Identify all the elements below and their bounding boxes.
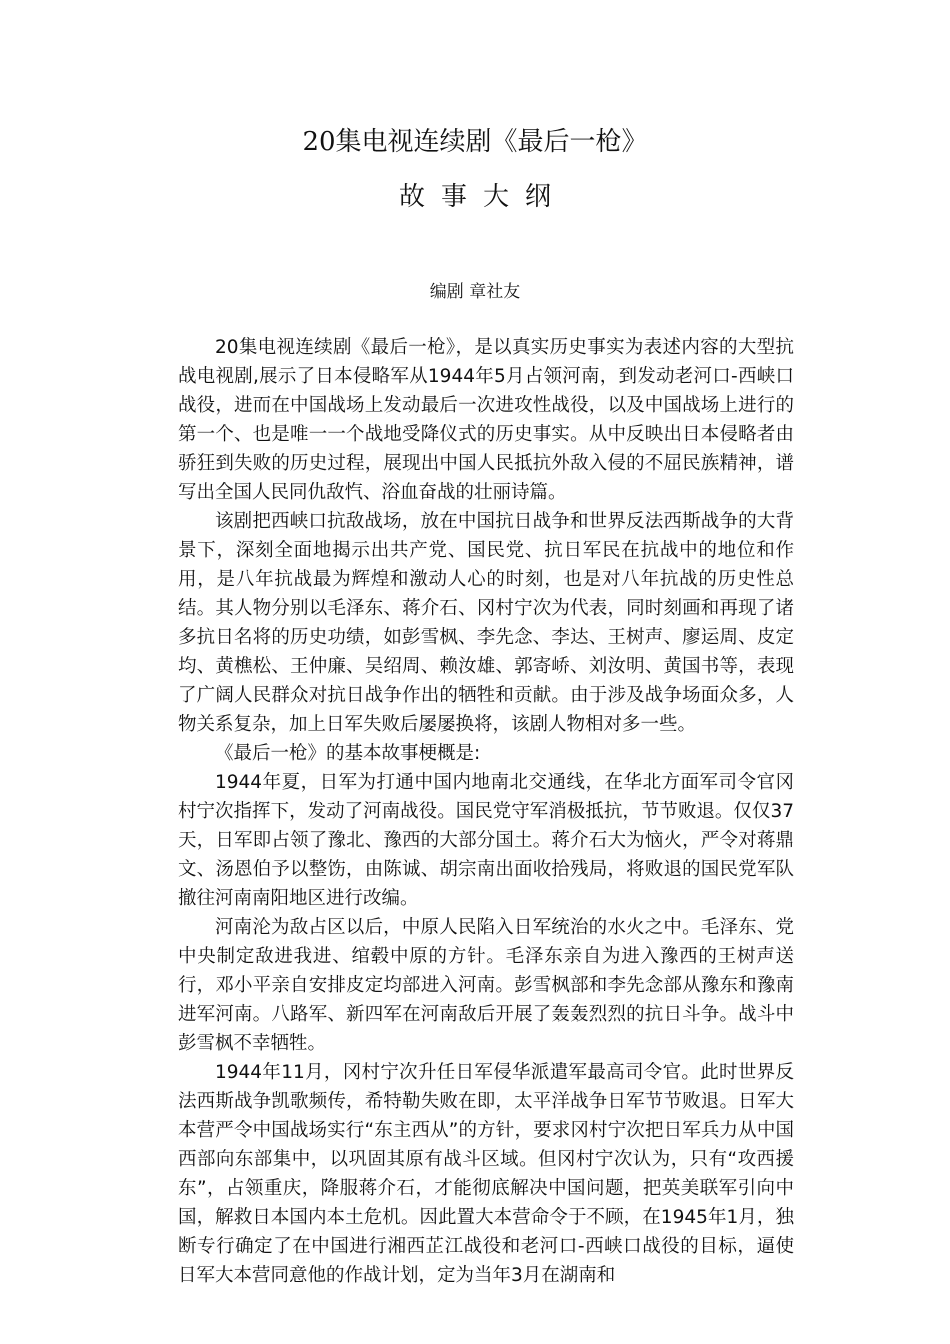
paragraph: 1944年11月，冈村宁次升任日军侵华派遣军最高司令官。此时世界反法西斯战争凯歌频传，希特勒失败在即，太平洋战争日军节节败退。日军大本营严令中国战场实行“东主西从”的方针，要求冈村宁次把日军兵力从中国西部向东部集中，以巩固其原有战斗区域。但冈村宁次认为，只有“攻西援东”，占领重庆，降服蒋介石，才能彻底解决中国问题，把英美联军引向中国，解救日本国内本土危机。因此置大本营命令于不顾，在1945年1月，独断专行确定了在中国进行湘西芷江战役和老河口-西峡口战役的目标，逼使日军大本营同意他的作战计划，定为当年3月在湖南和 xyxy=(178,1062,794,1286)
document-subtitle: 故事大纲 xyxy=(398,182,567,212)
paragraph: 该剧把西峡口抗敌战场，放在中国抗日战争和世界反法西斯战争的大背景下，深刻全面地揭示出共产党、国民党、抗日军民在抗战中的地位和作用，是八年抗战最为辉煌和激动人心的时刻，也是对八年抗战的历史性总结。其人物分别以毛泽东、蒋介石、冈村宁次为代表，同时刻画和再现了诸多抗日名将的历史功绩，如彭雪枫、李先念、李达、王树声、廖运周、皮定均、黄樵松、王仲廉、吴绍周、赖汝雄、郭寄峤、刘汝明、黄国书等，表现了广阔人民群众对抗日战争作出的牺牲和贡献。由于涉及战争场面众多，人物关系复杂，加上日军失败后屡屡换将，该剧人物相对多一些。 xyxy=(178,511,794,735)
document-title: 20集电视连续剧《最后一枪》 xyxy=(302,127,648,157)
paragraph: 20集电视连续剧《最后一枪》，是以真实历史事实为表述内容的大型抗战电视剧,展示了日本侵略军从1944年5月占领河南，到发动老河口-西峡口战役，进而在中国战场上发动最后一次进攻性战役，以及中国战场上进行的第一个、也是唯一一个战地受降仪式的历史事实。从中反映出日本侵略者由骄狂到失败的历史过程，展现出中国人民抵抗外敌入侵的不屈民族精神，谱写出全国人民同仇敌忾、浴血奋战的壮丽诗篇。 xyxy=(178,337,794,503)
author-line: 编剧 章社友 xyxy=(429,282,521,302)
paragraph: 河南沦为敌占区以后，中原人民陷入日军统治的水火之中。毛泽东、党中央制定敌进我进、绾毂中原的方针。毛泽东亲自为进入豫西的王树声送行，邓小平亲自安排皮定均部进入河南。彭雪枫部和李先念部从豫东和豫南进军河南。八路军、新四军在河南敌后开展了轰轰烈烈的抗日斗争。战斗中彭雪枫不幸牺牲。 xyxy=(178,917,794,1054)
paragraph: 1944年夏，日军为打通中国内地南北交通线，在华北方面军司令官冈村宁次指挥下，发动了河南战役。国民党守军消极抵抗，节节败退。仅仅37天，日军即占领了豫北、豫西的大部分国土。蒋介石大为恼火，严令对蒋鼎文、汤恩伯予以整饬，由陈诚、胡宗南出面收拾残局，将败退的国民党军队撤往河南南阳地区进行改编。 xyxy=(178,772,794,909)
document-body xyxy=(178,333,794,1290)
paragraph: 《最后一枪》的基本故事梗概是: xyxy=(215,743,481,764)
